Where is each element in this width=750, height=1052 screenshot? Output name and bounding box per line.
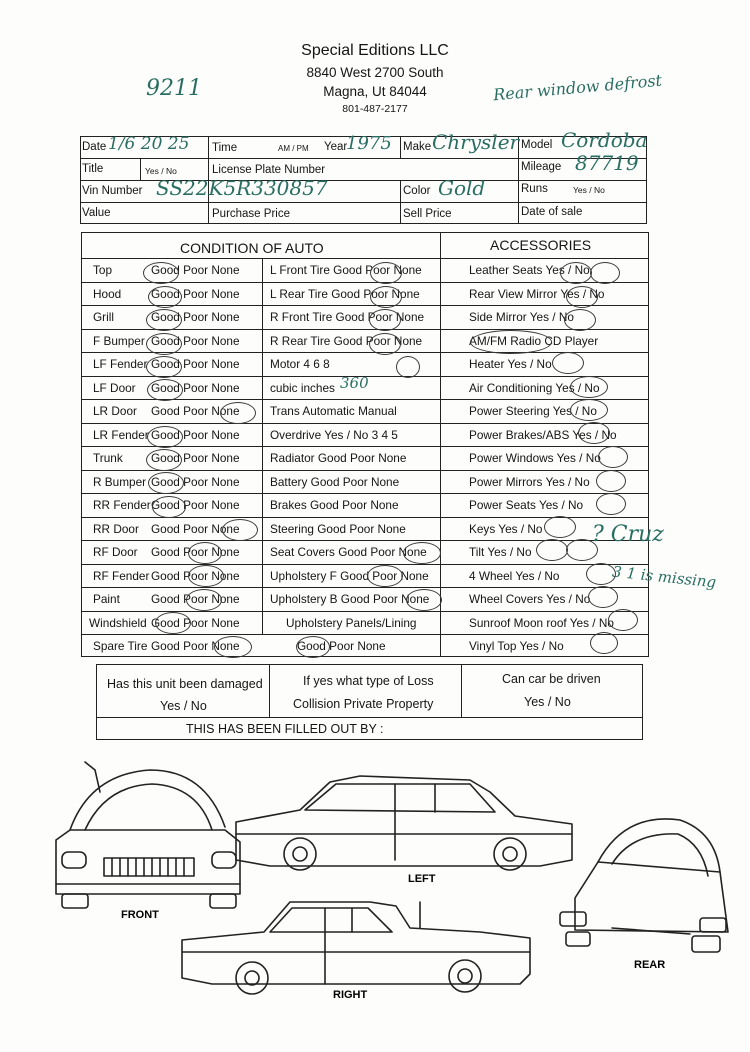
selection-circle-mark bbox=[146, 356, 182, 378]
selection-circle-mark bbox=[148, 286, 182, 308]
company-address-2: Magna, Ut 84044 bbox=[323, 84, 427, 99]
selection-circle-mark bbox=[536, 539, 568, 561]
condition-mid-item: Steering Good Poor None bbox=[270, 521, 406, 536]
selection-circle-mark bbox=[143, 262, 179, 284]
condition-item-label: Hood bbox=[93, 286, 122, 301]
vin-value: SS22K5R330857 bbox=[156, 176, 328, 200]
selection-circle-mark bbox=[147, 426, 183, 448]
selection-circle-mark bbox=[186, 589, 222, 611]
drivable-question: Can car be driven bbox=[502, 672, 601, 686]
accessory-item: Air Conditioning Yes / No bbox=[469, 380, 600, 395]
selection-circle-mark bbox=[590, 262, 620, 284]
selection-circle-mark bbox=[296, 636, 330, 658]
year-value: 1975 bbox=[346, 133, 392, 154]
condition-mid-item: Seat Covers Good Poor None bbox=[270, 545, 427, 559]
condition-mid-item: Brakes Good Poor None bbox=[270, 498, 399, 512]
date-value: 1/6 20 25 bbox=[108, 134, 190, 154]
condition-item-options: Good Poor None bbox=[151, 639, 240, 653]
ampm-label: AM / PM bbox=[278, 144, 309, 153]
selection-circle-mark bbox=[590, 632, 618, 654]
condition-mid-item: R Rear Tire Good Poor None bbox=[270, 333, 423, 348]
condition-mid-item: Trans Automatic Manual bbox=[270, 404, 397, 418]
left-car-drawing bbox=[236, 776, 572, 870]
condition-item-label: Grill bbox=[93, 310, 114, 324]
selection-circle-mark bbox=[396, 356, 420, 378]
condition-item-options: Good Poor None bbox=[151, 592, 240, 606]
company-name: Special Editions LLC bbox=[301, 42, 449, 59]
selection-circle-mark bbox=[566, 539, 598, 561]
title-yes-no: Yes / No bbox=[145, 166, 177, 176]
right-car-drawing bbox=[182, 902, 530, 994]
selection-circle-mark bbox=[214, 636, 252, 658]
accessory-item: Power Mirrors Yes / No bbox=[469, 474, 590, 489]
wheel-covers-note: 3 1 is missing bbox=[611, 562, 718, 592]
condition-mid-item: Battery Good Poor None bbox=[270, 474, 400, 489]
condition-row bbox=[81, 587, 649, 611]
filled-out-by-label: THIS HAS BEEN FILLED OUT BY : bbox=[186, 722, 384, 736]
condition-item-label: F Bumper bbox=[93, 333, 145, 348]
selection-circle-mark bbox=[406, 589, 442, 611]
condition-mid-item: Upholstery B Good Poor None bbox=[270, 592, 430, 606]
selection-circle-mark bbox=[544, 516, 576, 538]
color-label: Color bbox=[403, 185, 431, 197]
condition-item-options: Good Poor None bbox=[151, 545, 240, 559]
title-label: Title bbox=[82, 163, 104, 175]
selection-circle-mark bbox=[578, 422, 610, 444]
selection-circle-mark bbox=[188, 565, 224, 587]
condition-item-label: RR Door bbox=[93, 521, 139, 536]
condition-item-label: LR Door bbox=[93, 404, 137, 418]
condition-row bbox=[81, 634, 649, 658]
selection-circle-mark bbox=[566, 286, 598, 308]
selection-circle-mark bbox=[152, 496, 186, 518]
accessory-item: Power Windows Yes / No bbox=[469, 451, 601, 465]
value-label: Value bbox=[82, 207, 111, 219]
condition-item-options: Good Poor None bbox=[151, 380, 240, 395]
front-car-drawing bbox=[56, 762, 240, 908]
condition-item-label: LR Fender bbox=[93, 427, 149, 442]
cubic-inches-value: 360 bbox=[340, 374, 369, 392]
selection-circle-mark bbox=[570, 399, 608, 421]
condition-mid-item: L Rear Tire Good Poor None bbox=[270, 286, 420, 301]
condition-row bbox=[81, 399, 649, 423]
selection-circle-mark bbox=[560, 262, 592, 284]
selection-circle-mark bbox=[367, 565, 403, 587]
accessory-item: Power Brakes/ABS Yes / No bbox=[469, 427, 617, 442]
color-value: Gold bbox=[438, 176, 486, 200]
selection-circle-mark bbox=[222, 519, 258, 541]
condition-heading: CONDITION OF AUTO bbox=[180, 240, 324, 256]
condition-item-options: Good Poor None bbox=[151, 404, 240, 418]
condition-item-options: Good Poor None bbox=[151, 474, 240, 489]
selection-circle-mark bbox=[564, 309, 596, 331]
condition-item-label: RF Door bbox=[93, 545, 138, 559]
accessory-item: Power Seats Yes / No bbox=[469, 498, 584, 512]
selection-circle-mark bbox=[369, 333, 401, 355]
company-address-1: 8840 West 2700 South bbox=[306, 65, 444, 80]
condition-item-label: Top bbox=[93, 263, 113, 277]
condition-item-options: Good Poor None bbox=[151, 310, 240, 324]
condition-item-label: Paint bbox=[93, 592, 120, 606]
selection-circle-mark bbox=[146, 333, 182, 355]
mileage-value: 87719 bbox=[575, 151, 639, 175]
selection-circle-mark bbox=[146, 309, 182, 331]
model-value: Cordoba bbox=[561, 128, 648, 152]
selection-circle-mark bbox=[370, 286, 402, 308]
condition-mid-item: Overdrive Yes / No 3 4 5 bbox=[270, 427, 398, 442]
car-diagrams bbox=[0, 752, 750, 1052]
condition-item-options: Good Poor None bbox=[151, 427, 240, 442]
condition-mid-item: Motor 4 6 8 bbox=[270, 357, 330, 371]
selection-circle-mark bbox=[470, 330, 552, 354]
accessory-item: 4 Wheel Yes / No bbox=[469, 568, 560, 583]
condition-item-label: Spare Tire bbox=[93, 639, 148, 653]
note-rear-window-defrost: Rear window defrost bbox=[492, 70, 663, 105]
condition-item-options: Good Poor None bbox=[151, 286, 240, 301]
selection-circle-mark bbox=[155, 612, 191, 634]
condition-item-options: Good Poor None bbox=[151, 568, 240, 583]
accessory-item: Rear View Mirror Yes / No bbox=[469, 286, 605, 301]
selection-circle-mark bbox=[596, 493, 626, 515]
accessory-item: Leather Seats Yes / No bbox=[469, 263, 590, 277]
condition-mid-item: R Front Tire Good Poor None bbox=[270, 310, 425, 324]
loss-type-options: Collision Private Property bbox=[293, 697, 434, 711]
condition-item-options: Good Poor None bbox=[151, 498, 240, 512]
plate-label: License Plate Number bbox=[212, 164, 326, 176]
selection-circle-mark bbox=[188, 542, 222, 564]
selection-circle-mark bbox=[570, 376, 608, 398]
condition-item-options: Good Poor None bbox=[151, 615, 240, 630]
condition-mid-item: Radiator Good Poor None bbox=[270, 451, 407, 465]
condition-item-label: RF Fender bbox=[93, 568, 150, 583]
selection-circle-mark bbox=[586, 563, 616, 585]
accessory-item: Power Steering Yes / No bbox=[469, 404, 597, 418]
condition-item-label: RR Fender bbox=[93, 498, 151, 512]
selection-circle-mark bbox=[148, 472, 184, 494]
front-label: FRONT bbox=[121, 909, 159, 921]
tilt-note: ? Cruz bbox=[592, 522, 664, 547]
selection-circle-mark bbox=[588, 586, 618, 608]
date-label: Date bbox=[82, 141, 107, 153]
date-of-sale-label: Date of sale bbox=[521, 206, 583, 218]
condition-mid-item: Upholstery F Good Poor None bbox=[270, 568, 429, 583]
damaged-question: Has this unit been damaged bbox=[107, 677, 263, 691]
condition-item-options: Good Poor None bbox=[151, 357, 240, 371]
selection-circle-mark bbox=[403, 542, 441, 564]
accessory-item: Tilt Yes / No bbox=[469, 545, 532, 559]
accessory-item: Keys Yes / No bbox=[469, 521, 543, 536]
runs-yes-no: Yes / No bbox=[573, 185, 605, 195]
loss-type-question: If yes what type of Loss bbox=[303, 674, 434, 688]
year-label: Year bbox=[324, 141, 348, 153]
condition-item-label: R Bumper bbox=[93, 474, 147, 489]
selection-circle-mark bbox=[146, 449, 182, 471]
selection-circle-mark bbox=[370, 262, 402, 284]
selection-circle-mark bbox=[220, 402, 256, 424]
accessory-item: Vinyl Top Yes / No bbox=[469, 639, 564, 653]
selection-circle-mark bbox=[147, 379, 183, 401]
selection-circle-mark bbox=[598, 446, 628, 468]
model-label: Model bbox=[521, 139, 553, 151]
accessory-item: Heater Yes / No bbox=[469, 357, 552, 371]
make-value: Chrysler bbox=[432, 130, 520, 154]
time-label: Time bbox=[212, 142, 238, 154]
condition-item-label: LF Door bbox=[93, 380, 136, 395]
sell-price-label: Sell Price bbox=[403, 208, 452, 220]
condition-mid-item: L Front Tire Good Poor None bbox=[270, 263, 422, 277]
make-label: Make bbox=[403, 141, 432, 153]
selection-circle-mark bbox=[369, 309, 401, 331]
condition-item-options: Good Poor None bbox=[151, 263, 240, 277]
condition-item-label: Trunk bbox=[93, 451, 123, 465]
purchase-price-label: Purchase Price bbox=[212, 208, 290, 220]
accessory-item: Sunroof Moon roof Yes / No bbox=[469, 615, 614, 630]
condition-item-label: LF Fender bbox=[93, 357, 148, 371]
condition-mid-item: cubic inches bbox=[270, 380, 335, 395]
accessories-heading: ACCESSORIES bbox=[490, 237, 592, 253]
condition-mid-item: Good Poor None bbox=[297, 639, 386, 653]
accessory-item: Side Mirror Yes / No bbox=[469, 310, 574, 324]
condition-item-label: Windshield bbox=[89, 615, 147, 630]
runs-label: Runs bbox=[521, 183, 548, 195]
selection-circle-mark bbox=[608, 609, 638, 631]
stock-number: 9211 bbox=[146, 76, 202, 101]
mileage-label: Mileage bbox=[521, 161, 562, 173]
accessory-item: Wheel Covers Yes / No bbox=[469, 592, 591, 606]
vin-label: Vin Number bbox=[82, 185, 143, 197]
rear-car-drawing bbox=[560, 819, 728, 952]
condition-item-options: Good Poor None bbox=[151, 521, 240, 536]
left-label: LEFT bbox=[408, 873, 436, 885]
condition-item-options: Good Poor None bbox=[151, 333, 240, 348]
condition-item-options: Good Poor None bbox=[151, 451, 240, 465]
right-label: RIGHT bbox=[333, 989, 368, 1001]
company-phone: 801-487-2177 bbox=[342, 103, 408, 115]
accessory-item: AM/FM Radio CD Player bbox=[469, 333, 599, 348]
selection-circle-mark bbox=[552, 352, 584, 374]
condition-mid-item: Upholstery Panels/Lining bbox=[286, 615, 417, 630]
damaged-options: Yes / No bbox=[160, 699, 207, 713]
condition-row bbox=[81, 564, 649, 588]
drivable-options: Yes / No bbox=[524, 695, 571, 709]
rear-label: REAR bbox=[634, 959, 666, 971]
selection-circle-mark bbox=[596, 470, 626, 492]
